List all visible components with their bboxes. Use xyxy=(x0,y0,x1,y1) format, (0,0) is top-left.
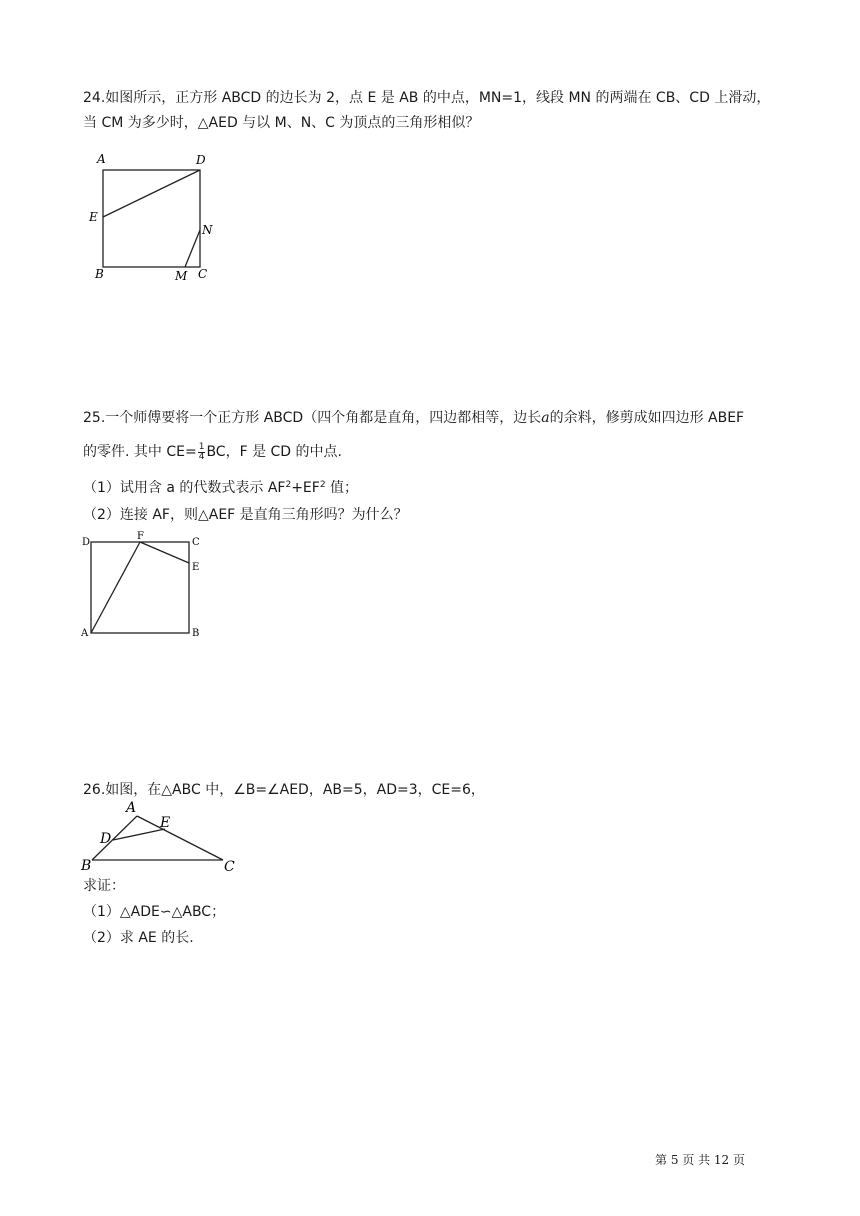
fraction-one-quarter: $\frac{1}{4}$ xyxy=(198,441,205,462)
q26-text-line1: 26.如图，在△ABC 中，∠B=∠AED，AB=5，AD=3，CE=6， xyxy=(83,782,485,798)
page-number-footer: 第 5 页 共 12 页 xyxy=(655,1153,745,1167)
square-abcd xyxy=(91,542,189,633)
q24-text-line1: 24.如图所示，正方形 ABCD 的边长为 2，点 E 是 AB 的中点，MN=1，线段 MN 的两端在 CB、CD 上滑动， xyxy=(83,90,771,106)
label-D: D xyxy=(100,831,112,847)
label-N: N xyxy=(202,223,213,237)
q25-part2: （2）连接 AF，则△AEF 是直角三角形吗？为什么？ xyxy=(83,507,408,523)
label-B: B xyxy=(81,858,92,874)
q25-text-line1: 25.一个师傅要将一个正方形 ABCD（四个角都是直角，四边都相等，边长a的余料，修剪成如四边形 ABEF xyxy=(83,410,745,426)
label-E: E xyxy=(160,815,171,831)
q26-part1: （1）△ADE∽△ABC； xyxy=(83,904,226,920)
label-C: C xyxy=(198,267,208,281)
q25-part1: （1）试用含 a 的代数式表示 $AF^2+EF^2$ 值； xyxy=(83,480,359,496)
label-C: C xyxy=(192,537,200,548)
label-E: E xyxy=(192,562,200,573)
q24-figure xyxy=(85,150,225,289)
q25-text-line2: 的零件. 其中 CE= $\frac{1}{4}$ BC，F 是 CD 的中点. xyxy=(83,441,342,462)
q24-text-line2: 当 CM 为多少时，△AED 与以 M、N、C 为顶点的三角形相似？ xyxy=(83,115,480,131)
label-B: B xyxy=(95,267,104,281)
q26-figure xyxy=(78,798,243,884)
segment-af xyxy=(91,542,140,633)
segment-de xyxy=(113,829,165,840)
q25-figure xyxy=(78,530,208,646)
square-abcd xyxy=(103,170,200,267)
segment-ed xyxy=(103,170,200,217)
label-B: B xyxy=(192,628,200,639)
label-D: D xyxy=(196,153,206,167)
label-C: C xyxy=(224,859,235,875)
label-A: A xyxy=(126,800,137,816)
segment-ba xyxy=(92,816,137,860)
label-M: M xyxy=(175,269,188,283)
label-F: F xyxy=(137,531,144,542)
segment-mn xyxy=(185,230,200,267)
label-A: A xyxy=(97,152,106,166)
q26-prove-heading: 求证： xyxy=(83,878,125,894)
segment-fe xyxy=(140,542,189,563)
label-E: E xyxy=(89,210,98,224)
variable-a: a xyxy=(541,410,550,426)
label-D: D xyxy=(82,537,91,548)
q26-part2: （2）求 AE 的长. xyxy=(83,930,194,946)
label-A: A xyxy=(81,628,89,639)
segment-ac xyxy=(137,816,223,860)
